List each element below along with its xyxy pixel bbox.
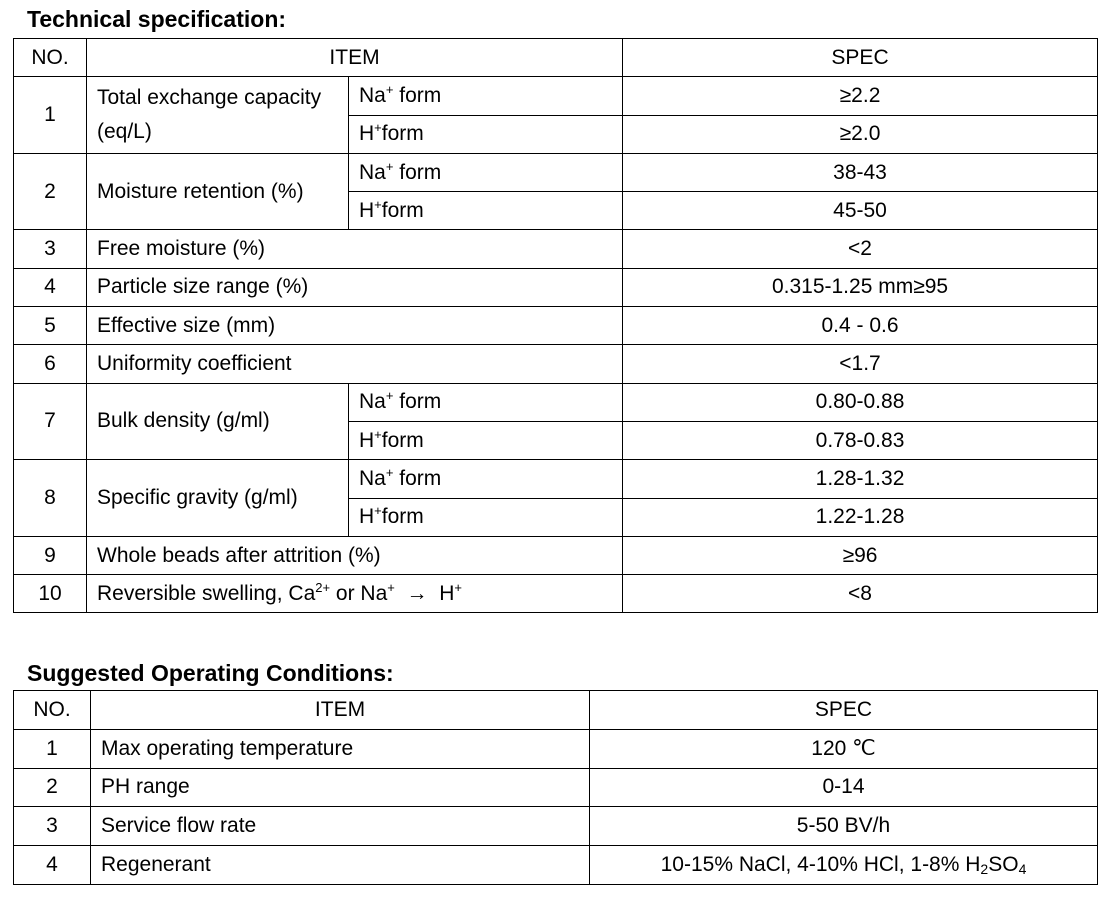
- row-number: 1: [14, 77, 87, 154]
- item-name: Regenerant: [91, 846, 590, 885]
- header-item: ITEM: [87, 39, 623, 77]
- table-row: [14, 153, 1098, 191]
- item-name: Free moisture (%): [87, 230, 623, 268]
- table-row: [14, 460, 1098, 498]
- item-name: Whole beads after attrition (%): [87, 536, 623, 574]
- spec-value: <2: [623, 230, 1098, 268]
- item-name: Specific gravity (g/ml): [87, 460, 349, 537]
- header-no: NO.: [14, 691, 91, 730]
- technical-specification-table: [13, 38, 1098, 613]
- row-number: 5: [14, 307, 87, 345]
- spec-value: 120 ℃: [590, 729, 1098, 768]
- table-row: [14, 768, 1098, 807]
- item-name: Service flow rate: [91, 807, 590, 846]
- spec-value: 0.78-0.83: [623, 421, 1098, 459]
- header-item: ITEM: [91, 691, 590, 730]
- row-number: 1: [14, 729, 91, 768]
- item-name: Max operating temperature: [91, 729, 590, 768]
- spec-value: <1.7: [623, 345, 1098, 383]
- spec-value: 0-14: [590, 768, 1098, 807]
- row-number: 3: [14, 807, 91, 846]
- table-row: [14, 230, 1098, 268]
- spec-value: 1.28-1.32: [623, 460, 1098, 498]
- row-number: 3: [14, 230, 87, 268]
- row-number: 8: [14, 460, 87, 537]
- item-name: Bulk density (g/ml): [87, 383, 349, 460]
- row-number: 4: [14, 846, 91, 885]
- item-name: Uniformity coefficient: [87, 345, 623, 383]
- operating-conditions-table: [13, 690, 1098, 885]
- row-number: 4: [14, 268, 87, 306]
- table-row: [14, 77, 1098, 115]
- spec-value: 38-43: [623, 153, 1098, 191]
- spec-value: ≥96: [623, 536, 1098, 574]
- item-name: PH range: [91, 768, 590, 807]
- item-name: Moisture retention (%): [87, 153, 349, 230]
- table-header-row: [14, 691, 1098, 730]
- spec-value: 0.80-0.88: [623, 383, 1098, 421]
- form-label: Na+ form: [349, 77, 623, 115]
- table-row: [14, 807, 1098, 846]
- form-label: H+form: [349, 421, 623, 459]
- spec-value: 45-50: [623, 192, 1098, 230]
- form-label: Na+ form: [349, 153, 623, 191]
- table-row: [14, 846, 1098, 885]
- row-number: 10: [14, 575, 87, 613]
- table-row: [14, 268, 1098, 306]
- spec-value: ≥2.2: [623, 77, 1098, 115]
- table-header-row: [14, 39, 1098, 77]
- operating-conditions-title: Suggested Operating Conditions:: [27, 660, 394, 686]
- row-number: 2: [14, 153, 87, 230]
- spec-value: 10-15% NaCl, 4-10% HCl, 1-8% $H_2SO_4$: [590, 846, 1098, 885]
- form-label: H+form: [349, 115, 623, 153]
- form-label: Na+ form: [349, 383, 623, 421]
- table-row: [14, 345, 1098, 383]
- table-row: [14, 536, 1098, 574]
- header-spec: SPEC: [623, 39, 1098, 77]
- table-row: [14, 575, 1098, 613]
- technical-specification-title: Technical specification:: [27, 6, 287, 32]
- spec-value: 1.22-1.28: [623, 498, 1098, 536]
- item-name: Effective size (mm): [87, 307, 623, 345]
- row-number: 6: [14, 345, 87, 383]
- header-spec: SPEC: [590, 691, 1098, 730]
- row-number: 9: [14, 536, 87, 574]
- form-label: H+form: [349, 498, 623, 536]
- item-name: Particle size range (%): [87, 268, 623, 306]
- spec-value: 0.315-1.25 mm≥95: [623, 268, 1098, 306]
- spec-value: 5-50 BV/h: [590, 807, 1098, 846]
- form-label: Na+ form: [349, 460, 623, 498]
- table-row: [14, 383, 1098, 421]
- form-label: H+form: [349, 192, 623, 230]
- row-number: 2: [14, 768, 91, 807]
- spec-value: ≥2.0: [623, 115, 1098, 153]
- item-name: Total exchange capacity (eq/L): [87, 77, 349, 154]
- row-number: 7: [14, 383, 87, 460]
- item-name: Reversible swelling, $Ca^{2+}$ or Na+ → H+: [87, 575, 623, 613]
- header-no: NO.: [14, 39, 87, 77]
- spec-value: <8: [623, 575, 1098, 613]
- spec-value: 0.4 - 0.6: [623, 307, 1098, 345]
- table-row: [14, 307, 1098, 345]
- table-row: [14, 729, 1098, 768]
